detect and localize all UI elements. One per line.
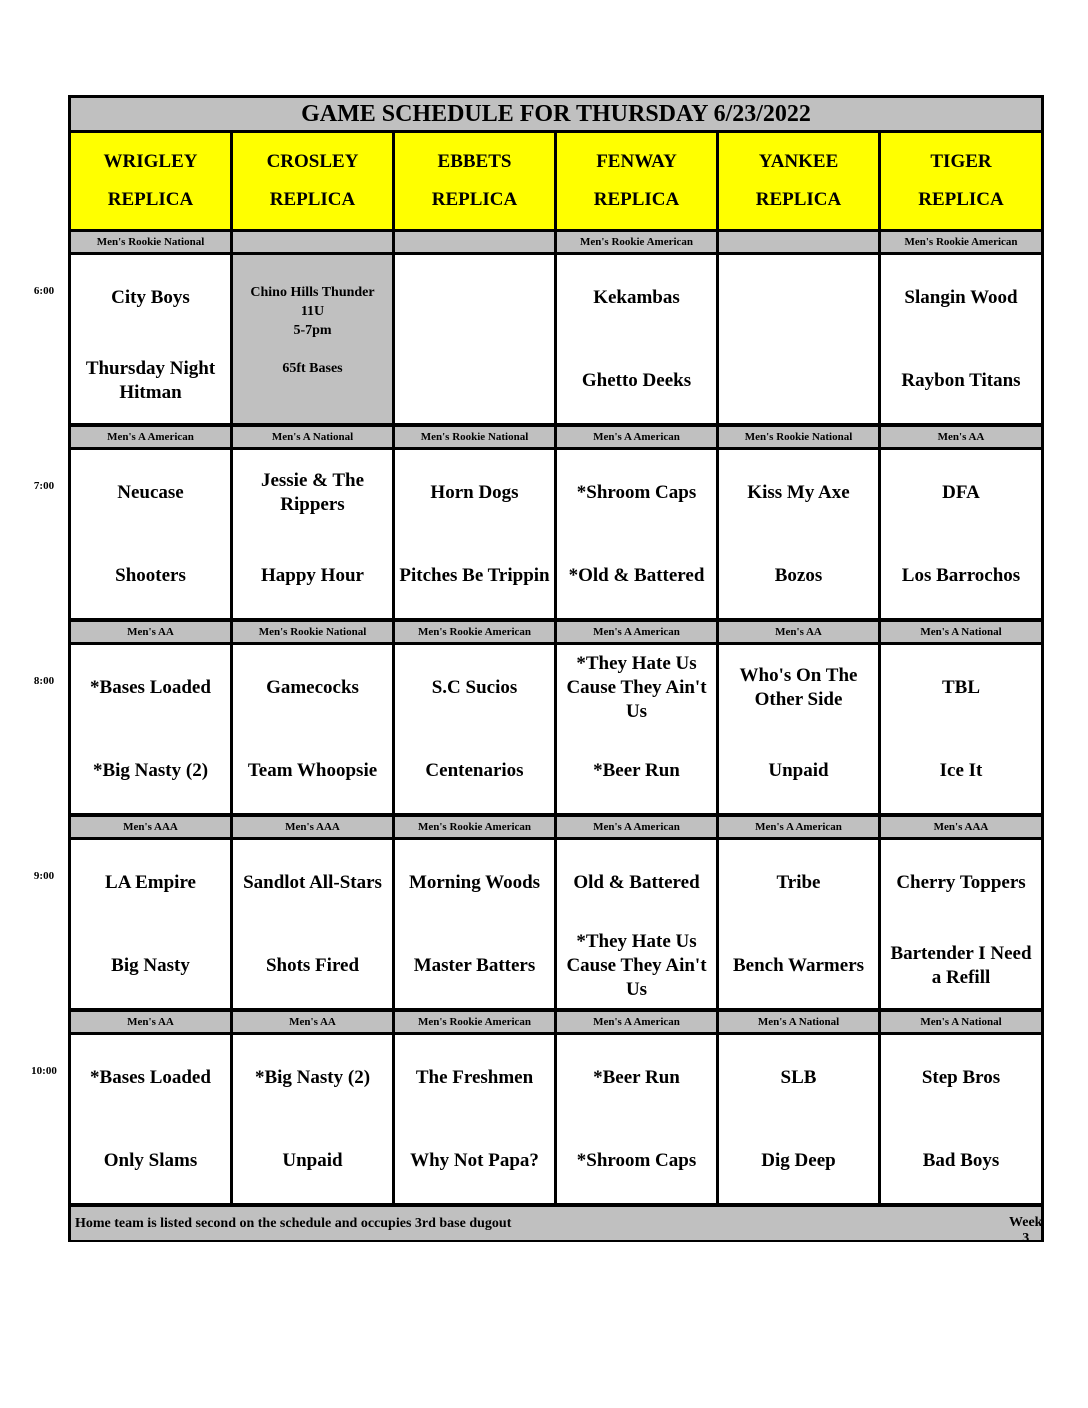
home-team: Thursday Night Hitman [85, 358, 216, 403]
field-name: YANKEE [758, 151, 839, 172]
away-team: Morning Woods [408, 872, 541, 893]
league-label: Men's Rookie American [395, 622, 554, 642]
away-team: LA Empire [105, 872, 196, 893]
home-team: Unpaid [768, 760, 829, 781]
note-line: 5-7pm [293, 323, 332, 338]
field-header-ebbets [395, 133, 554, 229]
away-team: *Shroom Caps [576, 482, 697, 503]
time-label: 9:00 [33, 870, 55, 882]
game-cell [395, 645, 554, 813]
game-cell [719, 645, 878, 813]
away-team: Old & Battered [573, 872, 700, 893]
away-team: *Big Nasty (2) [254, 1067, 371, 1088]
league-label: Men's A National [881, 1012, 1041, 1032]
home-team: *They Hate Us Cause They Ain't Us [566, 931, 707, 1000]
away-team: The Freshmen [415, 1067, 534, 1088]
game-cell [233, 450, 392, 618]
home-team: Los Barrochos [901, 565, 1021, 586]
field-header-yankee [719, 133, 878, 229]
league-label [233, 232, 392, 252]
game-cell [71, 450, 230, 618]
away-team: Sandlot All-Stars [243, 872, 382, 893]
field-header-crosley [233, 133, 392, 229]
game-cell [395, 255, 554, 423]
game-cell [557, 255, 716, 423]
league-label: Men's A American [557, 427, 716, 447]
league-label: Men's A American [719, 817, 878, 837]
home-team: Ice It [939, 760, 983, 781]
away-team: Kekambas [593, 287, 680, 308]
home-team: *Beer Run [593, 760, 680, 781]
reserved-note [233, 283, 392, 378]
league-label: Men's AA [719, 622, 878, 642]
away-team: DFA [942, 482, 980, 503]
note-line: 65ft Bases [282, 361, 343, 376]
home-team: Big Nasty [111, 955, 190, 976]
away-team: Kiss My Axe [747, 482, 850, 503]
field-sub: REPLICA [755, 189, 842, 210]
game-cell [881, 840, 1041, 1008]
home-team: Raybon Titans [901, 370, 1021, 391]
field-name: CROSLEY [266, 151, 359, 172]
league-label: Men's AA [233, 1012, 392, 1032]
home-team: *Big Nasty (2) [92, 760, 209, 781]
game-cell [881, 1035, 1041, 1203]
time-label: 6:00 [33, 285, 55, 297]
home-team [395, 341, 554, 421]
game-cell [557, 1035, 716, 1203]
league-label: Men's Rookie National [719, 427, 878, 447]
away-team: Neucase [117, 482, 184, 503]
league-label: Men's AA [881, 427, 1041, 447]
game-cell [233, 1035, 392, 1203]
game-cell [71, 255, 230, 423]
note-line [233, 340, 392, 359]
away-team: SLB [780, 1067, 817, 1088]
home-team: Dig Deep [761, 1150, 836, 1171]
away-team: Step Bros [921, 1067, 1001, 1088]
league-label: Men's Rookie National [71, 232, 230, 252]
game-cell [557, 450, 716, 618]
home-team: *Shroom Caps [576, 1150, 697, 1171]
game-cell [395, 840, 554, 1008]
league-label: Men's A National [719, 1012, 878, 1032]
game-cell [395, 1035, 554, 1203]
home-team: *Old & Battered [568, 565, 705, 586]
away-team: Gamecocks [266, 677, 359, 698]
note-line: Chino Hills Thunder [250, 285, 375, 300]
home-team: Bench Warmers [732, 955, 865, 976]
away-team: Who's On The Other Side [739, 665, 858, 710]
away-team: *Bases Loaded [90, 1067, 211, 1088]
game-cell [395, 450, 554, 618]
game-cell [71, 1035, 230, 1203]
game-cell [71, 840, 230, 1008]
away-team: City Boys [111, 287, 190, 308]
field-sub: REPLICA [593, 189, 680, 210]
league-label: Men's Rookie American [557, 232, 716, 252]
away-team: Tribe [776, 872, 821, 893]
game-cell [233, 645, 392, 813]
schedule-table [68, 95, 1044, 1246]
away-team [719, 255, 878, 341]
game-cell [71, 645, 230, 813]
home-team: Team Whoopsie [247, 760, 378, 781]
away-team: *Bases Loaded [90, 677, 211, 698]
home-team: Bartender I Need a Refill [890, 943, 1032, 988]
reserved-block [233, 255, 392, 423]
league-label: Men's Rookie National [233, 622, 392, 642]
home-team: Ghetto Deeks [581, 370, 692, 391]
time-label: 10:00 [31, 1065, 57, 1077]
field-name: TIGER [930, 151, 992, 172]
footer-bar [71, 1207, 1043, 1246]
away-team: S.C Sucios [431, 677, 518, 698]
league-label: Men's Rookie American [395, 1012, 554, 1032]
game-cell [557, 840, 716, 1008]
field-header-fenway [557, 133, 716, 229]
footer-note: Home team is listed second on the schedule and occupies 3rd base dugout [75, 1215, 512, 1231]
game-cell [233, 840, 392, 1008]
home-team: Pitches Be Trippin [399, 565, 550, 586]
game-cell [881, 450, 1041, 618]
home-team: Bozos [774, 565, 823, 586]
away-team [395, 255, 554, 341]
league-label: Men's A National [881, 622, 1041, 642]
field-name: WRIGLEY [103, 151, 198, 172]
league-label: Men's Rookie National [395, 427, 554, 447]
league-label: Men's A American [557, 817, 716, 837]
away-team: Horn Dogs [430, 482, 519, 503]
time-label: 8:00 [33, 675, 55, 687]
home-team: Unpaid [282, 1150, 343, 1171]
away-team: TBL [941, 677, 981, 698]
league-label [395, 232, 554, 252]
schedule-title: GAME SCHEDULE FOR THURSDAY 6/23/2022 [71, 98, 1041, 130]
time-label: 7:00 [33, 480, 55, 492]
home-team [719, 341, 878, 421]
home-team: Only Slams [103, 1150, 198, 1171]
field-name: FENWAY [596, 151, 677, 172]
game-cell [557, 645, 716, 813]
field-name: EBBETS [437, 151, 512, 172]
away-team: *They Hate Us Cause They Ain't Us [566, 653, 707, 722]
home-team: Why Not Papa? [410, 1150, 539, 1171]
away-team: *Beer Run [593, 1067, 680, 1088]
field-sub: REPLICA [918, 189, 1004, 210]
league-label: Men's Rookie American [395, 817, 554, 837]
note-line: 11U [300, 304, 325, 319]
league-label [719, 232, 878, 252]
game-cell [719, 840, 878, 1008]
field-sub: REPLICA [107, 189, 194, 210]
game-cell [881, 645, 1041, 813]
league-label: Men's A American [71, 427, 230, 447]
league-label: Men's AAA [233, 817, 392, 837]
league-label: Men's AA [71, 1012, 230, 1032]
league-label: Men's Rookie American [881, 232, 1041, 252]
game-cell [719, 255, 878, 423]
league-label: Men's AAA [71, 817, 230, 837]
away-team: Cherry Toppers [896, 872, 1026, 893]
field-sub: REPLICA [431, 189, 518, 210]
away-team: Jessie & The Rippers [260, 470, 365, 515]
league-label: Men's A National [233, 427, 392, 447]
league-label: Men's A American [557, 1012, 716, 1032]
home-team: Master Batters [413, 955, 536, 976]
home-team: Shots Fired [265, 955, 360, 976]
home-team: Happy Hour [261, 565, 364, 586]
game-cell [881, 255, 1041, 423]
league-label: Men's AAA [881, 817, 1041, 837]
field-header-tiger [881, 133, 1041, 229]
week-label: Week 3 [1009, 1215, 1043, 1246]
home-team: Bad Boys [922, 1150, 1000, 1171]
field-header-wrigley [71, 133, 230, 229]
away-team: Slangin Wood [904, 287, 1018, 308]
game-cell [719, 1035, 878, 1203]
league-label: Men's A American [557, 622, 716, 642]
game-cell [719, 450, 878, 618]
home-team: Shooters [115, 565, 186, 586]
home-team: Centenarios [425, 760, 524, 781]
field-sub: REPLICA [269, 189, 356, 210]
league-label: Men's AA [71, 622, 230, 642]
